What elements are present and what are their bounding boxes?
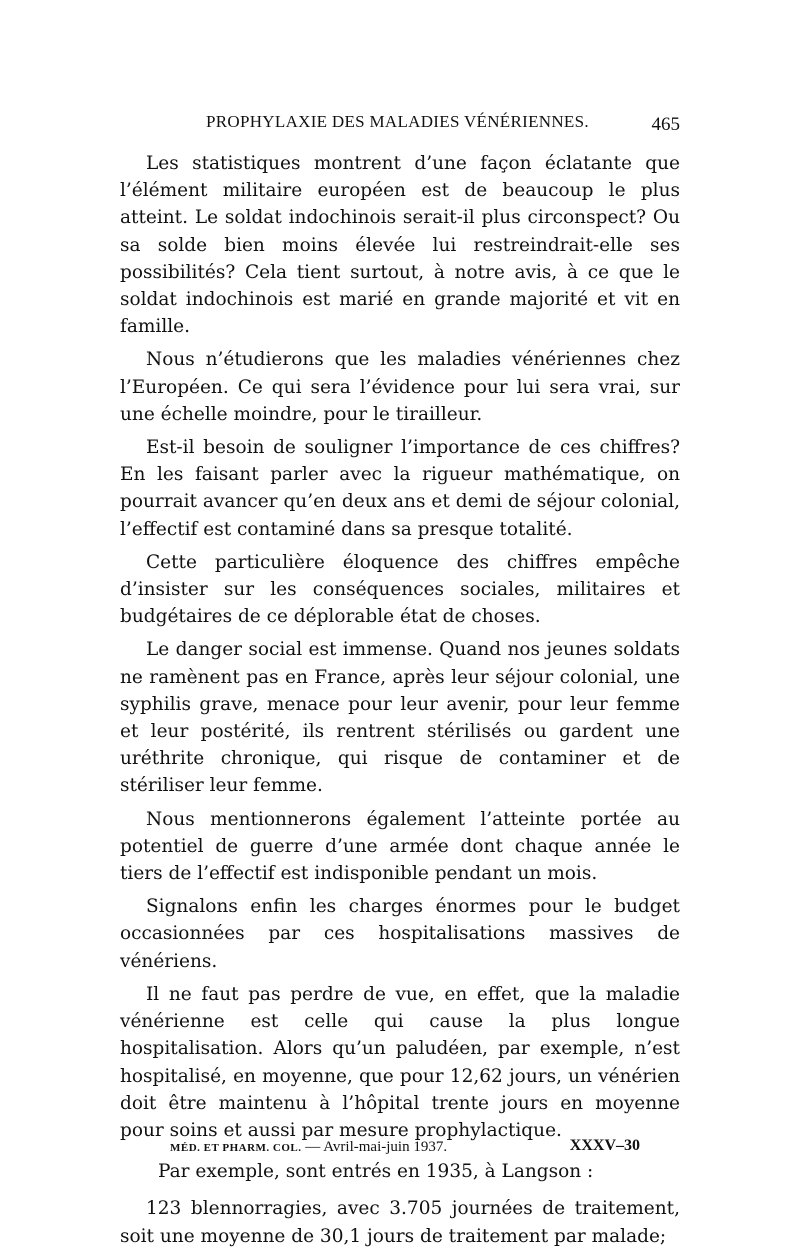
paragraph: Nous mentionnerons également l’atteinte portée au potentiel de guerre d’une armée dont chaque année le tiers de l’effectif est indisponible pendant un mois. — [120, 808, 680, 885]
paragraph: Nous n’étudierons que les maladies vénériennes chez l’Européen. Ce qui sera l’évidence pour lui sera vrai, sur une échelle moindre, pour le tirailleur. — [120, 349, 680, 425]
page-footer — [170, 1135, 640, 1159]
page-number: 465 — [651, 114, 680, 135]
paragraph: Les statistiques montrent d’une façon éclatante que l’élément militaire européen est de beaucoup le plus atteint. Le soldat indochinois serait-il plus circonspect? Ou sa solde bien moins élevée lui restreindrait-elle ses possibilités? Cela tient surtout, à notre avis, à ce que le soldat indochinois est marié en grande majorité et vit en famille. — [120, 153, 680, 338]
signature-mark: XXXV–30 — [569, 1137, 640, 1154]
journal-date: — Avril-mai-juin 1937. — [305, 1139, 448, 1155]
paragraph: Est-il besoin de souligner l’importance de ces chiffres? En les faisant parler avec la rigueur mathématique, on pourrait avancer qu’en deux ans et demi de séjour colonial, l’effectif est contaminé dans sa presque totalité. — [120, 437, 680, 540]
example-intro: Par exemple, sont entrés en 1935, à Langson : — [158, 1161, 594, 1183]
example-line: 123 blennorragies, avec 3.705 journées de traitement, soit une moyenne de 30,1 jours de traitement par malade; — [120, 1198, 680, 1247]
paragraph: Il ne faut pas perdre de vue, en effet, que la maladie vénérienne est celle qui cause la plus longue hospitalisation. Alors qu’un paludéen, par exemple, n’est hospitalisé, en moyenne, que pour 12,62 jours, un vénérien doit être maintenu à l’hôpital trente jours en moyenne pour soins et aussi par mesure prophylactique. — [120, 983, 680, 1141]
paragraph: Le danger social est immense. Quand nos jeunes soldats ne ramènent pas en France, après leur séjour colonial, une syphilis grave, menace pour leur avenir, pour leur femme et leur postérité, ils rentrent stérilisés ou gardent une uréthrite chronique, qui risque de contaminer et de stériliser leur femme. — [120, 639, 680, 797]
page-header — [120, 112, 680, 138]
paragraph: Signalons enfin les charges énormes pour le budget occasionnées par ces hospitalisations massives de vénériens. — [120, 896, 680, 972]
page-body — [120, 150, 680, 1256]
running-title: PROPHYLAXIE DES MALADIES VÉNÉRIENNES. — [206, 112, 589, 131]
paragraph: Cette particulière éloquence des chiffres empêche d’insister sur les conséquences sociales, militaires et budgétaires de ce déplorable état de choses. — [120, 551, 680, 628]
footer-journal — [170, 1139, 447, 1156]
journal-abbrev: MÉD. ET PHARM. COL. — [170, 1142, 302, 1154]
